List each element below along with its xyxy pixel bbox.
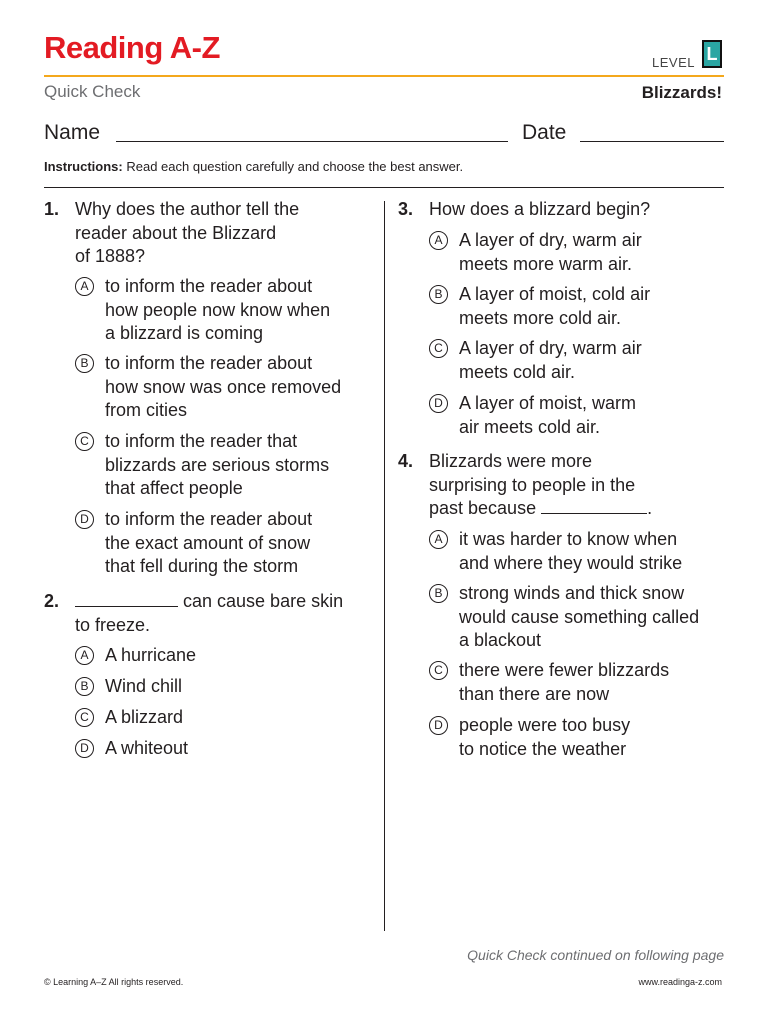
option-line: A whiteout	[105, 738, 189, 758]
question-text	[75, 198, 299, 269]
option-line: from cities	[105, 400, 188, 420]
option-circle[interactable]: C	[429, 661, 448, 680]
option-circle[interactable]: A	[429, 530, 448, 549]
option-line: strong winds and thick snow	[459, 583, 685, 603]
question-line-text: can cause bare skin	[178, 591, 344, 611]
option-line: it was harder to know when	[459, 529, 678, 549]
reading-az-logo: Reading A-Z	[44, 30, 220, 65]
question-line-text: past because	[429, 498, 542, 518]
option-line: to inform the reader about	[105, 276, 313, 296]
option-line: meets cold air.	[459, 361, 576, 382]
answer-blank	[541, 497, 647, 514]
option-circle[interactable]: B	[429, 285, 448, 304]
question-line: Why does the author tell the	[75, 199, 300, 219]
question-line	[75, 590, 343, 614]
question-number: 2.	[44, 591, 60, 611]
option-line: how people now know when	[105, 299, 331, 320]
question-text	[75, 590, 343, 637]
instructions	[44, 159, 463, 174]
option-line: people were too busy	[459, 715, 631, 735]
option-line: A layer of moist, cold air	[459, 284, 651, 304]
question-number: 1.	[44, 199, 60, 219]
divider	[44, 187, 724, 188]
question-line: surprising to people in the	[429, 474, 636, 495]
option-circle[interactable]: B	[75, 354, 94, 373]
column-divider	[384, 201, 385, 931]
option-circle[interactable]: A	[75, 277, 94, 296]
option-line: meets more warm air.	[459, 253, 633, 274]
book-title: Blizzards!	[641, 83, 722, 102]
option-circle[interactable]: C	[75, 432, 94, 451]
option-line: than there are now	[459, 683, 610, 704]
option-line: A layer of moist, warm	[459, 393, 637, 413]
option-line: to inform the reader about	[105, 353, 313, 373]
option-line: there were fewer blizzards	[459, 660, 670, 680]
option-circle[interactable]: C	[75, 708, 94, 727]
question-number: 4.	[398, 451, 414, 471]
question-number: 3.	[398, 199, 414, 219]
instructions-label: Instructions:	[44, 159, 123, 174]
option-line: to inform the reader that	[105, 431, 298, 451]
option-line: Wind chill	[105, 676, 183, 696]
option-line: the exact amount of snow	[105, 532, 311, 553]
header-rule	[44, 75, 724, 77]
option-line: to notice the weather	[459, 738, 627, 759]
option-line: and where they would strike	[459, 552, 683, 573]
option-line: blizzards are serious storms	[105, 454, 330, 475]
option-line: that affect people	[105, 478, 243, 498]
level-badge: L	[702, 40, 722, 68]
option-circle[interactable]: D	[429, 716, 448, 735]
option-circle[interactable]: C	[429, 339, 448, 358]
question-line: of 1888?	[75, 246, 146, 266]
copyright: © Learning A–Z All rights reserved.	[44, 977, 184, 987]
name-label: Name	[44, 121, 101, 144]
option-circle[interactable]: B	[429, 584, 448, 603]
question-line: to freeze.	[75, 614, 151, 635]
question-text	[429, 450, 652, 521]
option-circle[interactable]: B	[75, 677, 94, 696]
option-circle[interactable]: A	[75, 646, 94, 665]
level-label: LEVEL	[652, 55, 695, 70]
question-line: Blizzards were more	[429, 451, 593, 471]
date-field[interactable]	[580, 141, 724, 142]
question-line: How does a blizzard begin?	[429, 199, 651, 219]
question-text	[429, 198, 650, 222]
option-line: would cause something called	[459, 606, 700, 627]
page-subtitle: Quick Check	[44, 82, 141, 101]
option-line: how snow was once removed	[105, 376, 342, 397]
answer-blank	[75, 590, 178, 607]
continued-note: Quick Check continued on following page	[467, 947, 724, 963]
option-line: to inform the reader about	[105, 509, 313, 529]
date-label: Date	[522, 121, 567, 144]
option-line: a blizzard is coming	[105, 323, 264, 343]
question-line: reader about the Blizzard	[75, 222, 277, 243]
option-circle[interactable]: D	[75, 510, 94, 529]
name-field[interactable]	[116, 141, 508, 142]
option-line: a blackout	[459, 630, 542, 650]
option-line: A hurricane	[105, 645, 197, 665]
option-circle[interactable]: A	[429, 231, 448, 250]
instructions-text: Read each question carefully and choose the best answer.	[122, 159, 464, 174]
option-line: A blizzard	[105, 707, 184, 727]
option-circle[interactable]: D	[75, 739, 94, 758]
website-link[interactable]: www.readinga-z.com	[638, 977, 722, 987]
question-line	[429, 497, 652, 521]
option-line: meets more cold air.	[459, 307, 622, 328]
option-circle[interactable]: D	[429, 394, 448, 413]
question-line-text: .	[647, 498, 653, 518]
option-line: that fell during the storm	[105, 556, 299, 576]
option-line: A layer of dry, warm air	[459, 338, 642, 358]
option-line: A layer of dry, warm air	[459, 230, 642, 250]
option-line: air meets cold air.	[459, 416, 601, 437]
